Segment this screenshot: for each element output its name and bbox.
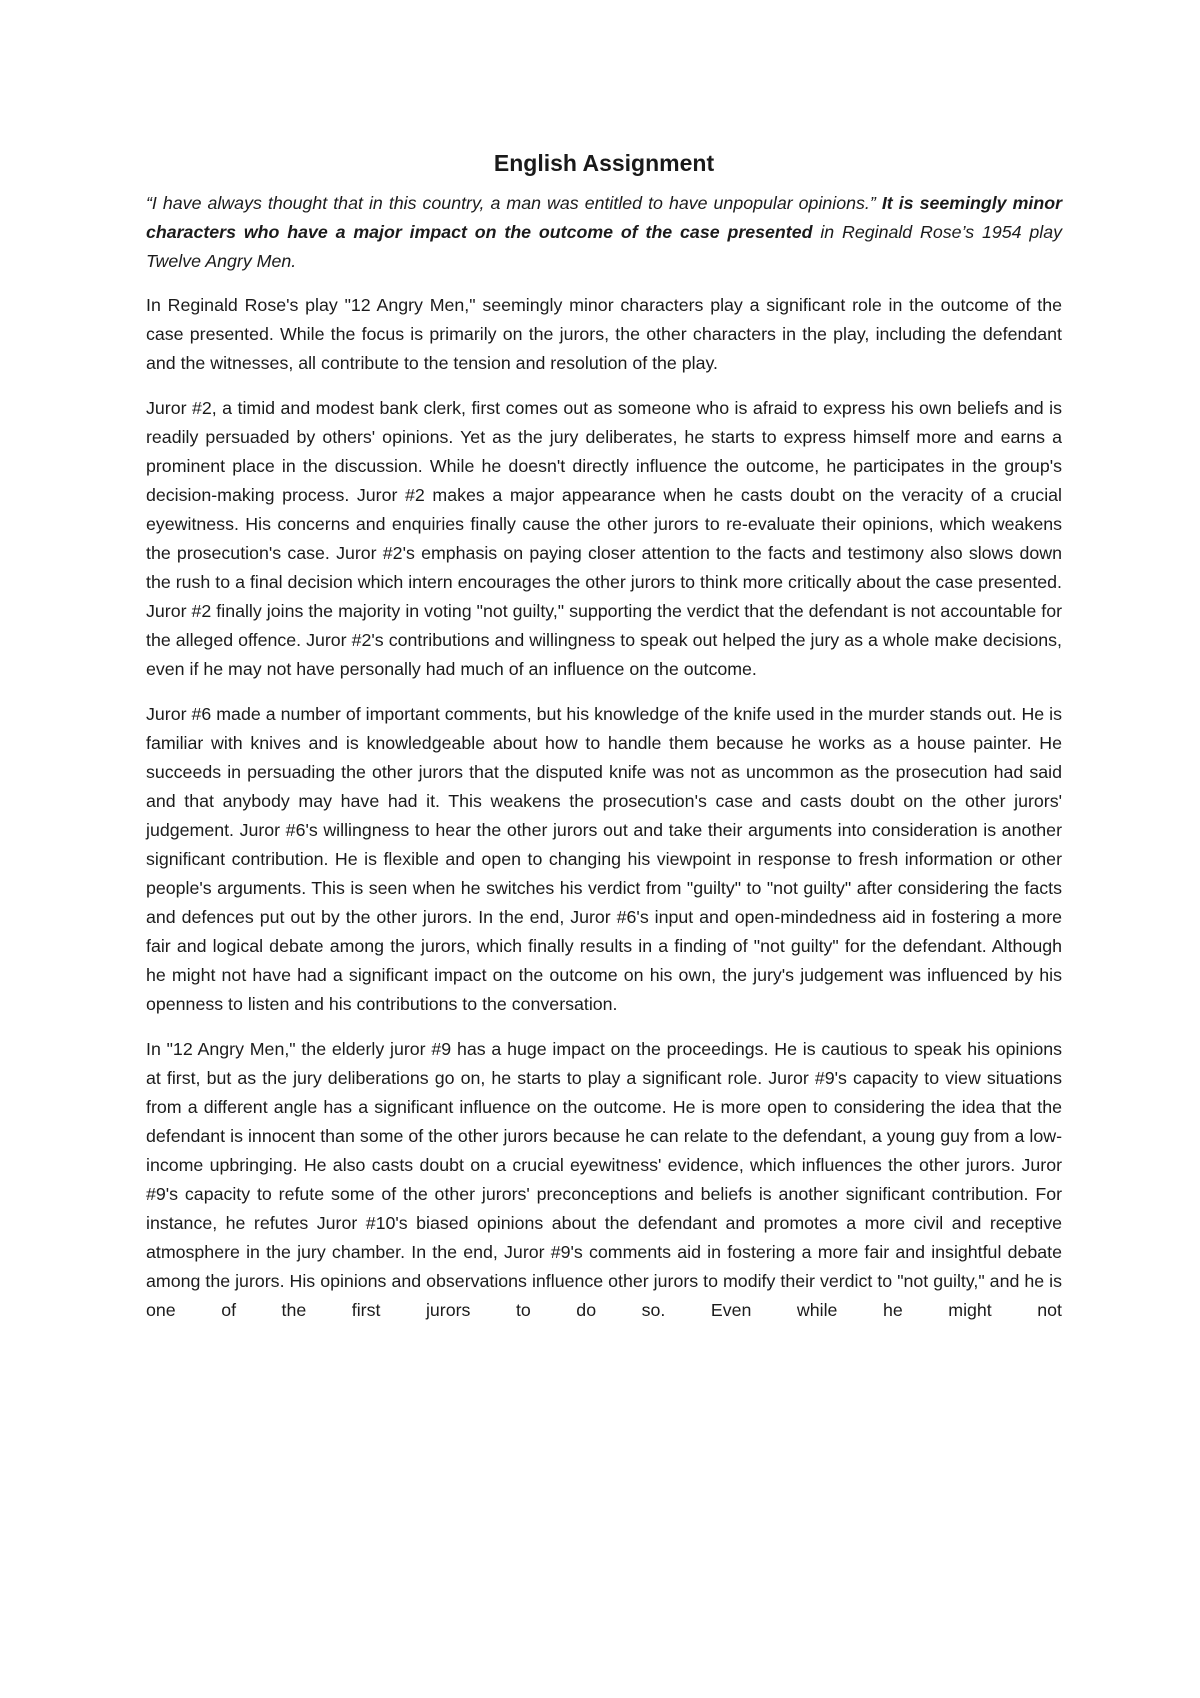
body-paragraph-overview: In Reginald Rose's play "12 Angry Men," seemingly minor characters play a significant role in the outcome of the case presented. While the focus is primarily on the jurors, the other characters in the play, including the defendant and the witnesses, all contribute to the tension and resolution of the play. [146, 295, 1062, 374]
thesis-continuation: in Reginald Rose’s 1954 play Twelve Angry Men. [146, 222, 1062, 272]
document-body [146, 148, 1062, 1340]
body-paragraph-juror-6: Juror #6 made a number of important comments, but his knowledge of the knife used in the murder stands out. He is familiar with knives and is knowledgeable about how to handle them because he works as a house painter. He succeeds in persuading the other jurors that the disputed knife was not as uncommon as the prosecution had said and that anybody may have had it. This weakens the prosecution's case and casts doubt on the other jurors' judgement. Juror #6's willingness to hear the other jurors out and take their arguments into consideration is another significant contribution. He is flexible and open to changing his viewpoint in response to fresh information or other people's arguments. This is seen when he switches his verdict from "guilty" to "not guilty" after considering the facts and defences put out by the other jurors. In the end, Juror #6's input and open-mindedness aid in fostering a more fair and logical debate among the jurors, which finally results in a finding of "not guilty" for the defendant. Although he might not have had a significant impact on the outcome on his own, the jury's judgement was influenced by his openness to listen and his contributions to the conversation. [146, 703, 1062, 1015]
body-paragraph-juror-2: Juror #2, a timid and modest bank clerk, first comes out as someone who is afraid to express his own beliefs and is readily persuaded by others' opinions. Yet as the jury deliberates, he starts to express himself more and earns a prominent place in the discussion. While he doesn't directly influence the outcome, he participates in the group's decision-making process. Juror #2 makes a major appearance when he casts doubt on the veracity of a crucial eyewitness. His concerns and enquiries finally cause the other jurors to re-evaluate their opinions, which weakens the prosecution's case. Juror #2's emphasis on paying closer attention to the facts and testimony also slows down the rush to a final decision which intern encourages the other jurors to think more critically about the case presented. Juror #2 finally joins the majority in voting "not guilty," supporting the verdict that the defendant is not accountable for the alleged offence. Juror #2's contributions and willingness to speak out helped the jury as a whole make decisions, even if he may not have personally had much of an influence on the outcome. [146, 397, 1062, 680]
document-title: English Assignment [493, 150, 715, 176]
intro-quote: “I have always thought that in this country, a man was entitled to have unpopular opinions.” [146, 193, 876, 213]
intro-paragraph [146, 189, 1062, 276]
body-paragraph-juror-9: In "12 Angry Men," the elderly juror #9 has a huge impact on the proceedings. He is cautious to speak his opinions at first, but as the jury deliberations go on, he starts to play a significant role. Juror #9's capacity to view situations from a different angle has a significant influence on the outcome. He is more open to considering the idea that the defendant is innocent than some of the other jurors because he can relate to the defendant, a young guy from a low-income upbringing. He also casts doubt on a crucial eyewitness' evidence, which influences the other jurors. Juror #9's capacity to refute some of the other jurors' preconceptions and beliefs is another significant contribution. For instance, he refutes Juror #10's biased opinions about the defendant and promotes a more civil and receptive atmosphere in the jury chamber. In the end, Juror #9's comments aid in fostering a more fair and insightful debate among the jurors. His opinions and observations influence other jurors to modify their verdict to "not guilty," and he is one of the first jurors to do so. Even while he might not [146, 1038, 1062, 1321]
thesis-statement: It is seemingly minor characters who have a major impact on the outcome of the case presented [146, 193, 1062, 243]
